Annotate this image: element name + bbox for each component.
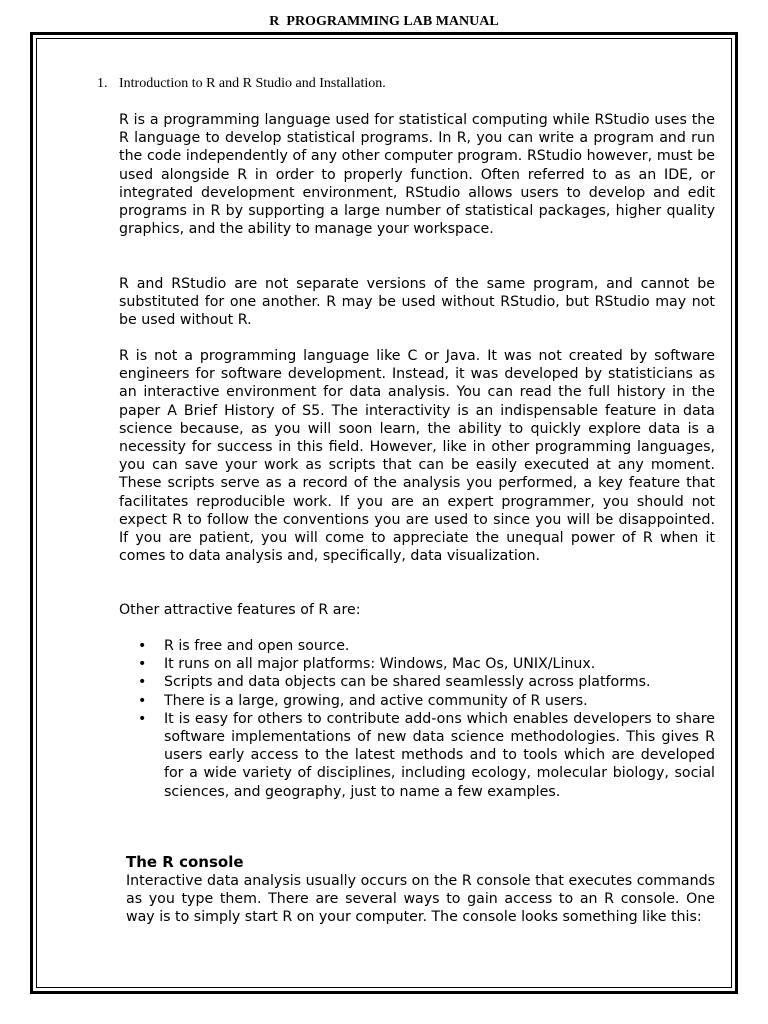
list-item [138, 673, 715, 691]
bullet-icon: • [138, 674, 147, 691]
bullet-icon: • [138, 710, 147, 727]
console-section-body: Interactive data analysis usually occurs on the R console that executes commands as you type them. There are several ways to gain access to an R console. One way is to simply start R on your computer. The console looks something like this: [126, 873, 715, 926]
list-item [138, 692, 715, 710]
list-item-text: Scripts and data objects can be shared seamlessly across platforms. [164, 674, 651, 691]
list-item-text: It runs on all major platforms: Windows, Mac Os, UNIX/Linux. [164, 656, 596, 673]
section-heading-text: Introduction to R and R Studio and Installation. [119, 76, 386, 91]
list-item-text: There is a large, growing, and active community of R users. [164, 692, 588, 709]
console-section-title: The R console [126, 853, 244, 871]
section-number: 1. [97, 76, 108, 91]
list-item [138, 655, 715, 673]
paragraph-features-intro: Other attractive features of R are: [119, 602, 361, 618]
bullet-icon: • [138, 638, 147, 654]
list-item [138, 710, 715, 801]
paragraph-r-vs-rstudio: R is a programming language used for statistical computing while RStudio uses the R language to develop statistical programs. In R, you can write a program and run the code independently of any other computer program. RStudio however, must be used alongside R in order to properly function. Often referred to as an IDE, or integrated development environment, RStudio allows users to develop and edit programs in R by supporting a large number of statistical packages, higher quality graphics, and the ability to manage your workspace. [119, 112, 715, 238]
features-list [138, 637, 715, 801]
section-heading [97, 76, 386, 92]
paragraph-not-separate: R and RStudio are not separate versions of the same program, and cannot be substituted for one another. R may be used without RStudio, but RStudio may not be used without R. [119, 276, 715, 329]
bullet-icon: • [138, 656, 147, 673]
paragraph-r-history: R is not a programming language like C or Java. It was not created by software engineers for software development. Instead, it was developed by statisticians as an interactive environment for data analysis. You can read the full history in the paper A Brief History of S5. The interactivity is an indispensable feature in data science because, as you will soon learn, the ability to quickly explore data is a necessity for success in this field. However, like in other programming languages, you can save your work as scripts that can be easily executed at any moment. These scripts serve as a record of the analysis you performed, a key feature that facilitates reproducible work. If you are an expert programmer, you should not expect R to follow the conventions you are used to since you will be disappointed. If you are patient, you will come to appreciate the unequal power of R when it comes to data analysis and, specifically, data visualization. [119, 348, 715, 565]
page-header-title: R PROGRAMMING LAB MANUAL [269, 14, 499, 29]
list-item-text: It is easy for others to contribute add-ons which enables developers to share software implementations of new data science methodologies. This gives R users early access to the latest methods and to tools which are developed for a wide variety of disciplines, including ecology, molecular biology, social sciences, and geography, just to name a few examples. [164, 710, 715, 800]
list-item [138, 637, 715, 655]
bullet-icon: • [138, 692, 147, 709]
list-item-text: R is free and open source. [164, 638, 350, 654]
